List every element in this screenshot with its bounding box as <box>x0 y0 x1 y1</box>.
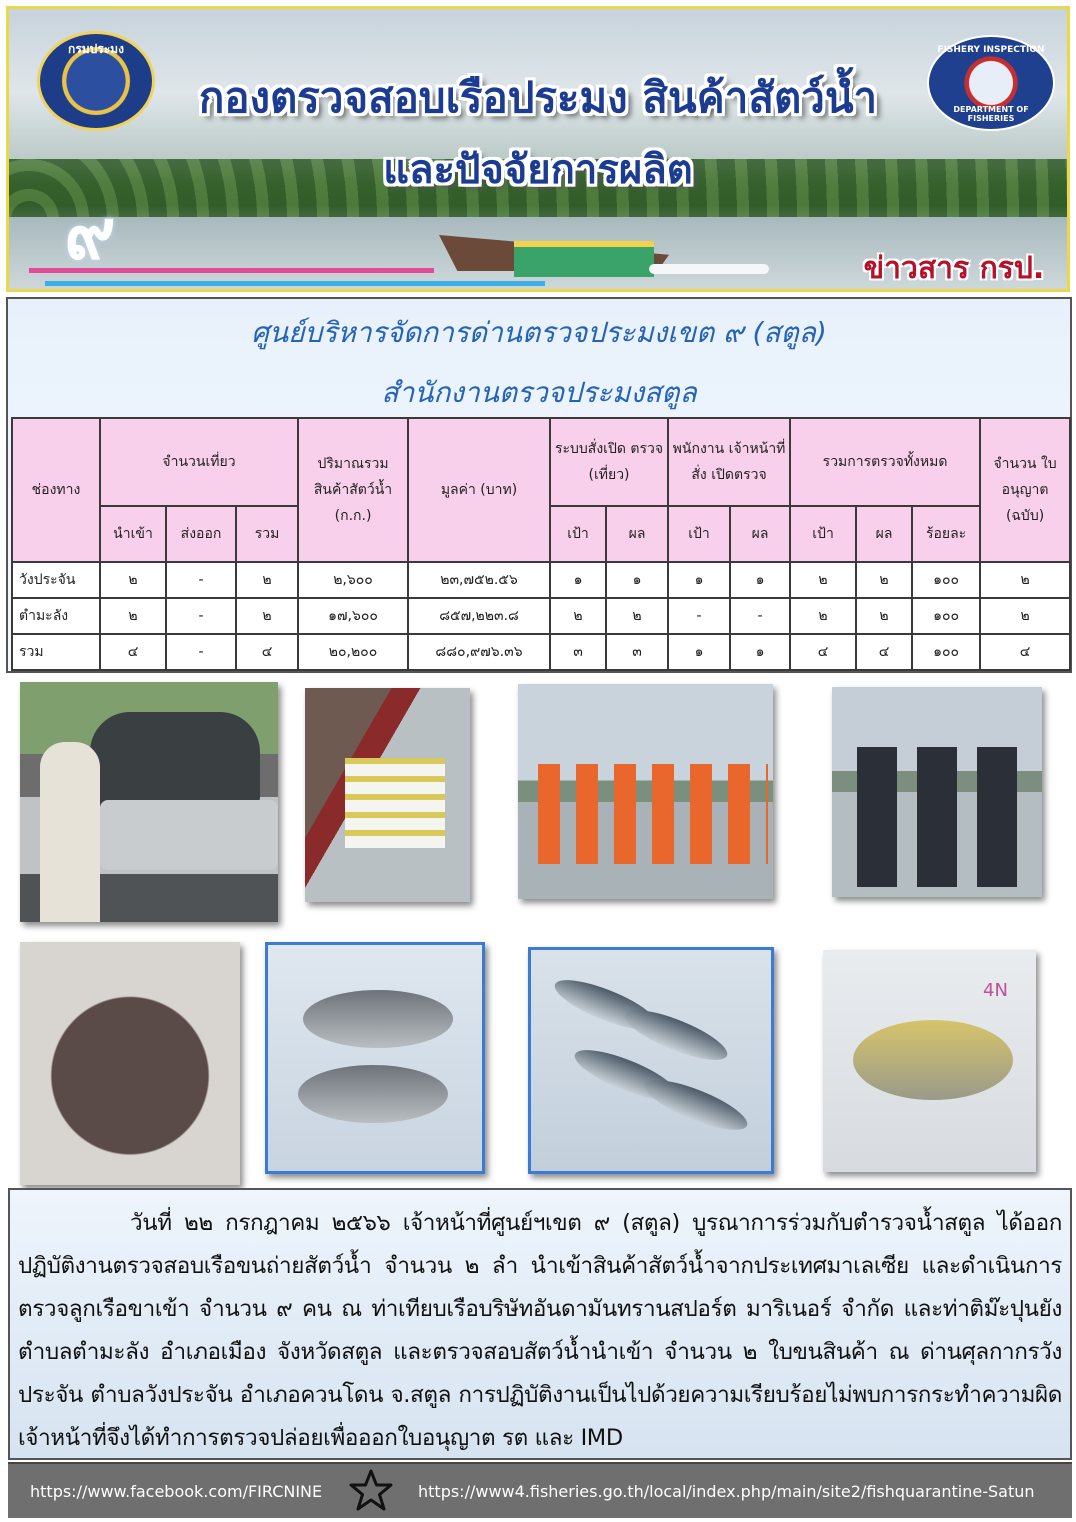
header-import: นำเข้า <box>100 506 166 562</box>
patrol-boat <box>514 241 654 277</box>
header-off-target: เป้า <box>668 506 730 562</box>
cell-off-result: ๑ <box>730 562 790 598</box>
table-row <box>12 598 1070 634</box>
cell-sys-result: ๒ <box>606 598 668 634</box>
cell-sys-target: ๒ <box>550 598 606 634</box>
cell-quantity: ๑๗,๖๐๐ <box>298 598 408 634</box>
cell-percent: ๑๐๐ <box>912 598 980 634</box>
cell-import: ๒ <box>100 562 166 598</box>
cell-quantity: ๒,๖๐๐ <box>298 562 408 598</box>
header-title-line2: และปัจจัยการผลิต <box>383 147 693 193</box>
cell-permits: ๔ <box>980 634 1070 670</box>
table-row-total <box>12 634 1070 670</box>
cell-export: - <box>166 598 236 634</box>
website-link[interactable]: https://www4.fisheries.go.th/local/index.php/main/site2/fishquarantine-Satun <box>418 1482 1035 1501</box>
statistics-panel <box>6 297 1072 673</box>
facebook-link[interactable]: https://www.facebook.com/FIRCNINE <box>30 1482 323 1501</box>
cell-import: ๒ <box>100 598 166 634</box>
badge-text-bottom: DEPARTMENT OF FISHERIES <box>953 105 1029 123</box>
cell-all-target: ๒ <box>790 562 856 598</box>
cell-value: ๒๓,๗๕๒.๕๖ <box>408 562 550 598</box>
cell-off-target: ๑ <box>668 562 730 598</box>
photo-fish <box>853 1020 1013 1100</box>
cell-channel: วังประจัน <box>12 562 100 598</box>
photo-fish <box>619 1000 732 1069</box>
cell-total: ๔ <box>236 634 298 670</box>
decor-stripe-blue <box>45 281 545 286</box>
photo-officers <box>857 747 1027 887</box>
cell-off-result: ๑ <box>730 634 790 670</box>
center-name: ศูนย์บริหารจัดการด่านตรวจประมงเขต ๙ (สตูล) <box>251 316 827 349</box>
inspection-stats-table <box>11 417 1071 671</box>
cell-sys-result: ๑ <box>606 562 668 598</box>
header-quantity: ปริมาณรวม สินค้าสัตว์น้ำ (ก.ก.) <box>298 418 408 562</box>
photo-crew-lineup <box>518 684 773 899</box>
cell-all-result: ๒ <box>856 598 912 634</box>
header-all-target: เป้า <box>790 506 856 562</box>
cell-export: - <box>166 634 236 670</box>
cell-export: - <box>166 562 236 598</box>
cell-channel: ตำมะลัง <box>12 598 100 634</box>
photo-officers-inspection <box>832 687 1042 897</box>
cell-value: ๘๘๐,๙๗๖.๓๖ <box>408 634 550 670</box>
cell-total: ๒ <box>236 598 298 634</box>
cell-import: ๔ <box>100 634 166 670</box>
photo-crew-members <box>538 764 768 864</box>
news-paragraph: วันที่ ๒๒ กรกฎาคม ๒๕๖๖ เจ้าหน้าที่ศูนย์ฯเขต ๙ (สตูล) บูรณาการร่วมกับตำรวจน้ำสตูล ได้ออกปฏิบัติงานตรวจสอบเรือขนถ่ายสัตว์น้ำ จำนวน ๒ ลำ นำเข้าสินค้าสัตว์น้ำจากประเทศมาเลเซีย และดำเนินการตรวจลูกเรือขาเข้า จำนวน ๙ คน ณ ท่าเทียบเรือบริษัทอันดามันทรานสปอร์ต มาริเนอร์ จำกัด และท่าติม๊ะปุนยัง ตำบลตำมะลัง อำเภอเมือง จังหวัดสตูล และตรวจสอบสัตว์น้ำนำเข้า จำนวน ๒ ใบขนสินค้า ณ ด่านศุลกากรวังประจัน ตำบลวังประจัน อำเภอควนโดน จ.สตูล การปฏิบัติงานเป็นไปด้วยความเรียบร้อยไม่พบการกระทำความผิด เจ้าหน้าที่จึงได้ทำการตรวจปล่อยเพื่อออกใบอนุญาต รต และ IMD <box>18 1210 1062 1451</box>
photo-seabass-on-ice <box>265 942 485 1174</box>
cell-sys-result: ๓ <box>606 634 668 670</box>
cell-sys-target: ๓ <box>550 634 606 670</box>
photo-truck <box>100 800 278 870</box>
header-title-line1: กองตรวจสอบเรือประมง สินค้าสัตว์น้ำ <box>198 73 878 122</box>
cell-percent: ๑๐๐ <box>912 562 980 598</box>
header-total: รวม <box>236 506 298 562</box>
cell-all-target: ๒ <box>790 598 856 634</box>
header-sys-result: ผล <box>606 506 668 562</box>
cell-value: ๘๕๗,๒๒๓.๘ <box>408 598 550 634</box>
news-body <box>8 1188 1072 1460</box>
photo-boat-cargo <box>305 688 470 902</box>
header-officer: พนักงาน เจ้าหน้าที่สั่ง เปิดตรวจ <box>668 418 790 506</box>
cell-all-result: ๒ <box>856 562 912 598</box>
header-off-result: ผล <box>730 506 790 562</box>
header-value: มูลค่า (บาท) <box>408 418 550 562</box>
header-banner <box>6 6 1070 292</box>
photo-fish-on-ice <box>528 947 774 1174</box>
photo-tarp <box>90 712 260 807</box>
region-nine-emblem-icon: ๙ <box>64 193 116 275</box>
header-channel: ช่องทาง <box>12 418 100 562</box>
cell-off-target: ๑ <box>668 634 730 670</box>
cell-total: ๒ <box>236 562 298 598</box>
fishery-inspection-badge-icon <box>927 35 1055 131</box>
photo-fish <box>303 990 453 1048</box>
photo-fish-in-foam-box <box>823 950 1036 1172</box>
table-row <box>12 562 1070 598</box>
photo-cargo-boxes <box>345 758 445 848</box>
photo-pickup-truck-cargo <box>20 682 278 922</box>
news-tag: ข่าวสาร กรป. <box>863 251 1045 286</box>
cell-permits: ๒ <box>980 598 1070 634</box>
cell-sys-target: ๑ <box>550 562 606 598</box>
photo-person <box>40 742 100 922</box>
header-permits: จำนวน ใบอนุญาต (ฉบับ) <box>980 418 1070 562</box>
cell-all-target: ๔ <box>790 634 856 670</box>
cell-all-result: ๔ <box>856 634 912 670</box>
header-trips: จำนวนเที่ยว <box>100 418 298 506</box>
photo-fish <box>639 1070 752 1139</box>
seal-text: กรมประมง <box>68 42 124 56</box>
header-sys-target: เป้า <box>550 506 606 562</box>
cell-channel: รวม <box>12 634 100 670</box>
department-of-fisheries-seal-icon <box>37 31 155 131</box>
cell-permits: ๒ <box>980 562 1070 598</box>
cell-off-result: - <box>730 598 790 634</box>
header-all-result: ผล <box>856 506 912 562</box>
photo-fish <box>298 1065 448 1123</box>
header-export: ส่งออก <box>166 506 236 562</box>
boat-wake <box>649 264 769 274</box>
header-order-system: ระบบสั่งเปิด ตรวจ (เที่ยว) <box>550 418 668 506</box>
cell-percent: ๑๐๐ <box>912 634 980 670</box>
star-icon <box>348 1468 394 1514</box>
photo-box-mark: 4N <box>983 980 1008 1001</box>
cell-quantity: ๒๐,๒๐๐ <box>298 634 408 670</box>
badge-text-top: FISHERY INSPECTION <box>937 45 1045 55</box>
header-percent: ร้อยละ <box>912 506 980 562</box>
photo-crabs-sack <box>20 942 240 1185</box>
header-all-inspections: รวมการตรวจทั้งหมด <box>790 418 980 506</box>
office-name: สำนักงานตรวจประมงสตูล <box>381 376 697 409</box>
footer <box>8 1462 1072 1518</box>
cell-off-target: - <box>668 598 730 634</box>
